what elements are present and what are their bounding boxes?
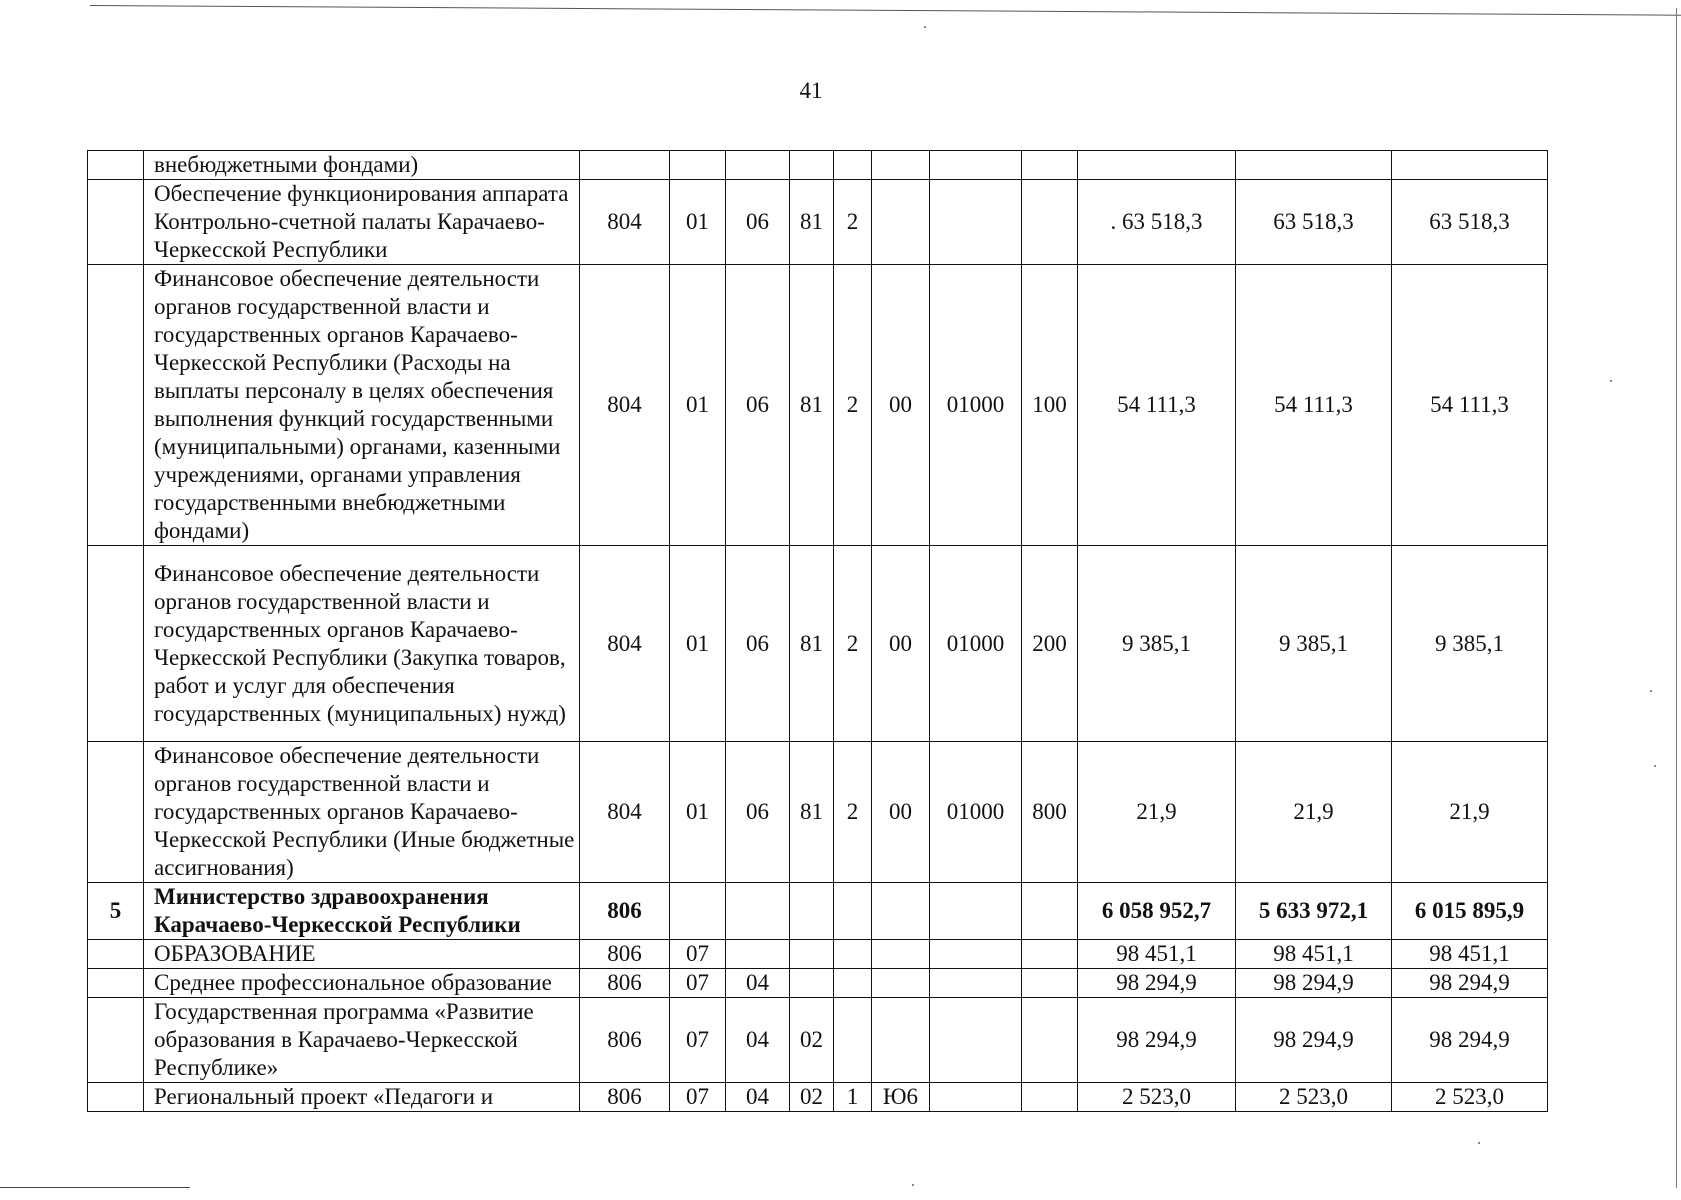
amount-year2-cell: 98 451,1 [1236, 940, 1392, 969]
section-code-cell: 01 [670, 180, 726, 265]
row-number-cell [88, 151, 144, 180]
amount-year2-cell: 2 523,0 [1236, 1083, 1392, 1112]
ministry-code-cell: 806 [580, 969, 670, 998]
amount-year2-cell: 63 518,3 [1236, 180, 1392, 265]
amount-year1-cell: 98 294,9 [1078, 969, 1236, 998]
subsection-code-cell: 06 [726, 180, 790, 265]
direction-code-cell [930, 998, 1022, 1083]
ministry-code-cell: 806 [580, 998, 670, 1083]
section-code-cell: 01 [670, 742, 726, 883]
table-row [88, 546, 1548, 742]
item-name-cell: Государственная программа «Развитие образования в Карачаево-Черкесской Республике» [144, 998, 580, 1083]
program-code-cell: 81 [790, 742, 834, 883]
event-code-cell: 00 [872, 546, 930, 742]
amount-year3-cell: 63 518,3 [1392, 180, 1548, 265]
budget-table-body [88, 151, 1548, 1112]
amount-year1-cell: 2 523,0 [1078, 1083, 1236, 1112]
table-row [88, 265, 1548, 546]
expense-type-cell: 100 [1022, 265, 1078, 546]
program-code-cell [790, 969, 834, 998]
ministry-code-cell: 806 [580, 1083, 670, 1112]
scan-speck [912, 1184, 914, 1186]
expense-type-cell [1022, 969, 1078, 998]
subsection-code-cell: 06 [726, 742, 790, 883]
amount-year1-cell: 6 058 952,7 [1078, 883, 1236, 940]
item-name-cell: ОБРАЗОВАНИЕ [144, 940, 580, 969]
amount-year1-cell: 98 294,9 [1078, 998, 1236, 1083]
subprogram-code-cell [834, 969, 872, 998]
direction-code-cell [930, 940, 1022, 969]
subsection-code-cell [726, 940, 790, 969]
subsection-code-cell: 04 [726, 998, 790, 1083]
expense-type-cell [1022, 151, 1078, 180]
item-name-cell: внебюджетными фондами) [144, 151, 580, 180]
row-number-cell [88, 546, 144, 742]
event-code-cell [872, 940, 930, 969]
scan-edge-right [1676, 8, 1677, 1188]
amount-year1-cell [1078, 151, 1236, 180]
row-number-cell [88, 940, 144, 969]
section-code-cell [670, 883, 726, 940]
item-name-cell: Финансовое обеспечение деятельности органов государственной власти и государственных органов Карачаево-Черкесской Республики (Закупка товаров, работ и услуг для обеспечения государственных (муниципальных) нужд) [144, 546, 580, 742]
scan-speck [1654, 765, 1656, 767]
amount-year1-cell: . 63 518,3 [1078, 180, 1236, 265]
row-number-cell [88, 998, 144, 1083]
amount-year3-cell: 6 015 895,9 [1392, 883, 1548, 940]
row-number-cell [88, 1083, 144, 1112]
item-name-cell: Обеспечение функционирования аппарата Контрольно-счетной палаты Карачаево-Черкесской Республики [144, 180, 580, 265]
scan-edge-bottom [0, 1187, 190, 1188]
row-number-cell [88, 969, 144, 998]
amount-year3-cell: 98 294,9 [1392, 969, 1548, 998]
table-row [88, 151, 1548, 180]
amount-year2-cell: 5 633 972,1 [1236, 883, 1392, 940]
event-code-cell: 00 [872, 742, 930, 883]
amount-year3-cell: 21,9 [1392, 742, 1548, 883]
direction-code-cell [930, 1083, 1022, 1112]
amount-year1-cell: 54 111,3 [1078, 265, 1236, 546]
amount-year3-cell: 54 111,3 [1392, 265, 1548, 546]
ministry-code-cell: 804 [580, 265, 670, 546]
subprogram-code-cell: 1 [834, 1083, 872, 1112]
table-row [88, 940, 1548, 969]
subprogram-code-cell: 2 [834, 546, 872, 742]
table-row [88, 742, 1548, 883]
subprogram-code-cell: 2 [834, 180, 872, 265]
subprogram-code-cell [834, 998, 872, 1083]
table-row [88, 883, 1548, 940]
section-code-cell [670, 151, 726, 180]
direction-code-cell: 01000 [930, 546, 1022, 742]
program-code-cell [790, 883, 834, 940]
program-code-cell: 02 [790, 998, 834, 1083]
row-number-cell [88, 180, 144, 265]
ministry-code-cell: 804 [580, 742, 670, 883]
page-number: 41 [799, 78, 823, 103]
row-number-cell [88, 742, 144, 883]
amount-year1-cell: 98 451,1 [1078, 940, 1236, 969]
subprogram-code-cell [834, 883, 872, 940]
expense-type-cell [1022, 998, 1078, 1083]
scan-speck [1650, 690, 1652, 692]
item-name-cell: Финансовое обеспечение деятельности органов государственной власти и государственных органов Карачаево-Черкесской Республики (Иные бюджетные ассигнования) [144, 742, 580, 883]
item-name-cell: Региональный проект «Педагоги и [144, 1083, 580, 1112]
amount-year3-cell: 9 385,1 [1392, 546, 1548, 742]
event-code-cell: 00 [872, 265, 930, 546]
subsection-code-cell: 04 [726, 969, 790, 998]
amount-year1-cell: 21,9 [1078, 742, 1236, 883]
table-row [88, 180, 1548, 265]
table-row [88, 969, 1548, 998]
subprogram-code-cell: 2 [834, 265, 872, 546]
table-row [88, 1083, 1548, 1112]
direction-code-cell [930, 180, 1022, 265]
program-code-cell [790, 940, 834, 969]
amount-year3-cell: 98 451,1 [1392, 940, 1548, 969]
section-code-cell: 07 [670, 1083, 726, 1112]
event-code-cell [872, 883, 930, 940]
direction-code-cell: 01000 [930, 265, 1022, 546]
amount-year2-cell: 21,9 [1236, 742, 1392, 883]
row-number-cell [88, 265, 144, 546]
section-code-cell: 01 [670, 265, 726, 546]
amount-year2-cell: 54 111,3 [1236, 265, 1392, 546]
amount-year3-cell: 98 294,9 [1392, 998, 1548, 1083]
amount-year2-cell: 98 294,9 [1236, 998, 1392, 1083]
scan-speck [1610, 380, 1612, 382]
direction-code-cell [930, 883, 1022, 940]
program-code-cell: 81 [790, 265, 834, 546]
event-code-cell [872, 151, 930, 180]
section-code-cell: 07 [670, 969, 726, 998]
subsection-code-cell: 06 [726, 546, 790, 742]
ministry-code-cell [580, 151, 670, 180]
scan-speck [1478, 1142, 1480, 1144]
section-code-cell: 07 [670, 940, 726, 969]
amount-year3-cell [1392, 151, 1548, 180]
program-code-cell [790, 151, 834, 180]
expense-type-cell [1022, 940, 1078, 969]
subsection-code-cell [726, 151, 790, 180]
direction-code-cell: 01000 [930, 742, 1022, 883]
budget-table [87, 150, 1548, 1112]
expense-type-cell [1022, 180, 1078, 265]
direction-code-cell [930, 151, 1022, 180]
ministry-code-cell: 804 [580, 180, 670, 265]
expense-type-cell [1022, 1083, 1078, 1112]
event-code-cell: Ю6 [872, 1083, 930, 1112]
scan-speck [924, 26, 926, 28]
event-code-cell [872, 969, 930, 998]
subprogram-code-cell [834, 151, 872, 180]
item-name-cell: Финансовое обеспечение деятельности органов государственной власти и государственных органов Карачаево-Черкесской Республики (Расходы на выплаты персоналу в целях обеспечения выполнения функций государственными (муниципальными) органами, казенными учреждениями, органами управления государственными внебюджетными фондами) [144, 265, 580, 546]
subprogram-code-cell: 2 [834, 742, 872, 883]
amount-year2-cell [1236, 151, 1392, 180]
subprogram-code-cell [834, 940, 872, 969]
amount-year1-cell: 9 385,1 [1078, 546, 1236, 742]
subsection-code-cell: 04 [726, 1083, 790, 1112]
item-name-cell: Министерство здравоохранения Карачаево-Черкесской Республики [144, 883, 580, 940]
row-number-cell: 5 [88, 883, 144, 940]
scan-edge-top [90, 5, 1681, 16]
item-name-cell: Среднее профессиональное образование [144, 969, 580, 998]
subsection-code-cell: 06 [726, 265, 790, 546]
event-code-cell [872, 998, 930, 1083]
ministry-code-cell: 804 [580, 546, 670, 742]
ministry-code-cell: 806 [580, 940, 670, 969]
amount-year2-cell: 9 385,1 [1236, 546, 1392, 742]
section-code-cell: 07 [670, 998, 726, 1083]
amount-year2-cell: 98 294,9 [1236, 969, 1392, 998]
expense-type-cell: 800 [1022, 742, 1078, 883]
program-code-cell: 02 [790, 1083, 834, 1112]
program-code-cell: 81 [790, 180, 834, 265]
table-row [88, 998, 1548, 1083]
ministry-code-cell: 806 [580, 883, 670, 940]
amount-year3-cell: 2 523,0 [1392, 1083, 1548, 1112]
event-code-cell [872, 180, 930, 265]
expense-type-cell: 200 [1022, 546, 1078, 742]
expense-type-cell [1022, 883, 1078, 940]
subsection-code-cell [726, 883, 790, 940]
section-code-cell: 01 [670, 546, 726, 742]
program-code-cell: 81 [790, 546, 834, 742]
direction-code-cell [930, 969, 1022, 998]
